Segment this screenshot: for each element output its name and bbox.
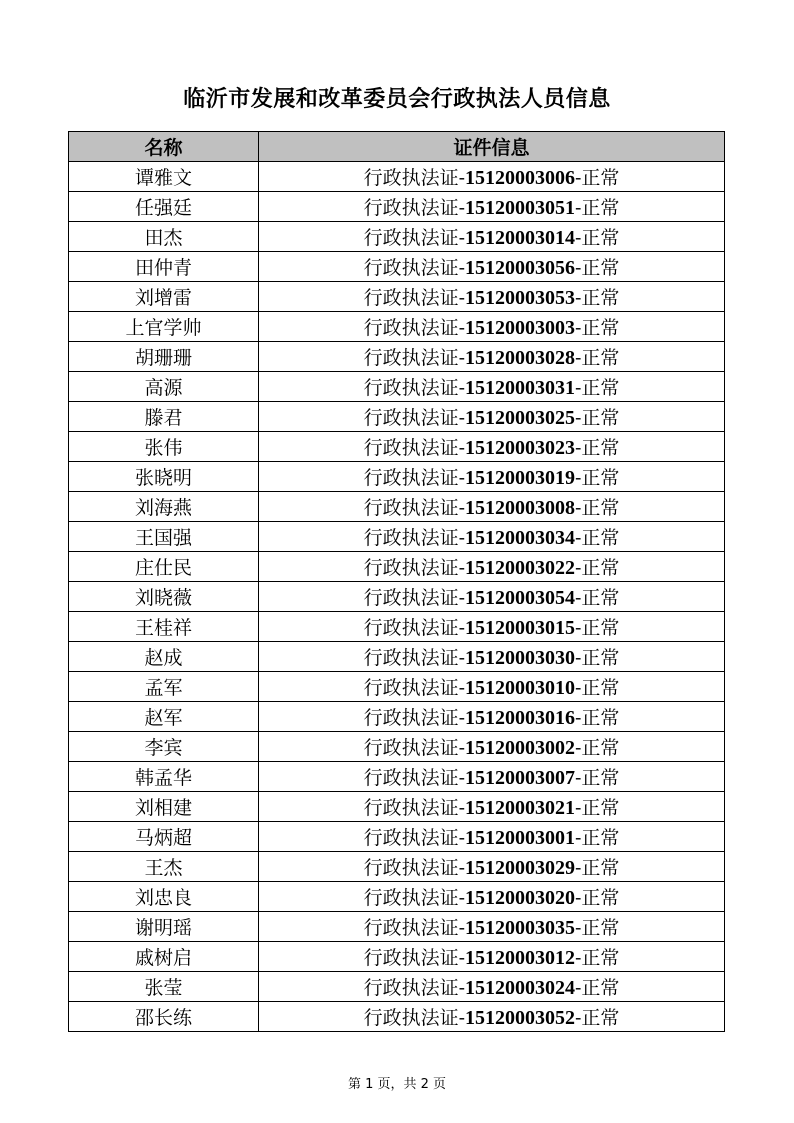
cell-certificate [259,702,725,732]
certificate-status: -正常 [575,587,620,609]
certificate-number: 15120003054 [465,587,575,609]
cell-name: 李宾 [69,732,259,762]
staff-table [68,131,725,1032]
cell-certificate [259,672,725,702]
cell-certificate [259,552,725,582]
certificate-number: 15120003012 [465,947,575,969]
certificate-type: 行政执法证- [363,557,465,579]
cell-name: 谭雅文 [69,162,259,192]
certificate-status: -正常 [575,767,620,789]
certificate-type: 行政执法证- [363,767,465,789]
cell-certificate [259,522,725,552]
table-row [69,972,725,1002]
table-row [69,402,725,432]
cell-name: 张莹 [69,972,259,1002]
cell-name: 谢明瑶 [69,912,259,942]
certificate-number: 15120003020 [465,887,575,909]
certificate-status: -正常 [575,977,620,999]
cell-certificate [259,492,725,522]
table-row [69,222,725,252]
cell-name: 马炳超 [69,822,259,852]
cell-name: 田仲青 [69,252,259,282]
cell-certificate [259,342,725,372]
certificate-type: 行政执法证- [363,857,465,879]
table-row [69,342,725,372]
certificate-number: 15120003023 [465,437,575,459]
cell-name: 刘忠良 [69,882,259,912]
cell-name: 赵成 [69,642,259,672]
table-row [69,672,725,702]
certificate-status: -正常 [575,917,620,939]
certificate-number: 15120003051 [465,197,575,219]
table-row [69,522,725,552]
certificate-status: -正常 [575,347,620,369]
certificate-number: 15120003001 [465,827,575,849]
certificate-number: 15120003015 [465,617,575,639]
certificate-status: -正常 [575,527,620,549]
certificate-type: 行政执法证- [363,347,465,369]
certificate-type: 行政执法证- [363,617,465,639]
cell-name: 刘增雷 [69,282,259,312]
cell-certificate [259,192,725,222]
cell-name: 上官学帅 [69,312,259,342]
page-title: 临沂市发展和改革委员会行政执法人员信息 [183,87,611,112]
cell-certificate [259,462,725,492]
cell-name: 王桂祥 [69,612,259,642]
certificate-number: 15120003002 [465,737,575,759]
cell-name: 韩孟华 [69,762,259,792]
certificate-number: 15120003052 [465,1007,575,1029]
table-row [69,612,725,642]
certificate-status: -正常 [575,857,620,879]
certificate-type: 行政执法证- [363,497,465,519]
certificate-status: -正常 [575,617,620,639]
table-row [69,1002,725,1032]
cell-name: 高源 [69,372,259,402]
cell-certificate [259,942,725,972]
certificate-status: -正常 [575,557,620,579]
cell-certificate [259,972,725,1002]
cell-name: 赵军 [69,702,259,732]
certificate-number: 15120003025 [465,407,575,429]
certificate-status: -正常 [575,677,620,699]
certificate-type: 行政执法证- [363,317,465,339]
certificate-type: 行政执法证- [363,1007,465,1029]
cell-certificate [259,852,725,882]
certificate-status: -正常 [575,467,620,489]
cell-name: 庄仕民 [69,552,259,582]
cell-certificate [259,312,725,342]
certificate-status: -正常 [575,407,620,429]
cell-certificate [259,882,725,912]
certificate-type: 行政执法证- [363,227,465,249]
certificate-status: -正常 [575,287,620,309]
cell-certificate [259,222,725,252]
certificate-number: 15120003007 [465,767,575,789]
table-row [69,822,725,852]
cell-name: 胡珊珊 [69,342,259,372]
certificate-type: 行政执法证- [363,467,465,489]
certificate-type: 行政执法证- [363,437,465,459]
cell-certificate [259,162,725,192]
cell-certificate [259,252,725,282]
certificate-status: -正常 [575,377,620,399]
table-row [69,282,725,312]
table-row [69,882,725,912]
certificate-number: 15120003010 [465,677,575,699]
cell-certificate [259,792,725,822]
certificate-number: 15120003014 [465,227,575,249]
certificate-type: 行政执法证- [363,977,465,999]
cell-name: 张晓明 [69,462,259,492]
certificate-type: 行政执法证- [363,197,465,219]
cell-name: 王国强 [69,522,259,552]
cell-name: 刘相建 [69,792,259,822]
certificate-type: 行政执法证- [363,887,465,909]
table-row [69,192,725,222]
table-row [69,942,725,972]
certificate-number: 15120003031 [465,377,575,399]
certificate-type: 行政执法证- [363,527,465,549]
table-row [69,732,725,762]
certificate-type: 行政执法证- [363,587,465,609]
cell-name: 邵长练 [69,1002,259,1032]
certificate-type: 行政执法证- [363,407,465,429]
certificate-status: -正常 [575,497,620,519]
certificate-status: -正常 [575,707,620,729]
certificate-type: 行政执法证- [363,377,465,399]
certificate-type: 行政执法证- [363,257,465,279]
table-row [69,702,725,732]
page-footer: 第 1 页，共 2 页 [347,1077,447,1092]
table-row [69,492,725,522]
cell-certificate [259,282,725,312]
certificate-status: -正常 [575,1007,620,1029]
certificate-status: -正常 [575,947,620,969]
certificate-status: -正常 [575,737,620,759]
table-row [69,162,725,192]
cell-certificate [259,732,725,762]
cell-name: 张伟 [69,432,259,462]
column-header-name: 名称 [69,132,259,162]
certificate-status: -正常 [575,167,620,189]
certificate-number: 15120003028 [465,347,575,369]
table-body [69,162,725,1032]
cell-certificate [259,432,725,462]
cell-name: 戚树启 [69,942,259,972]
certificate-type: 行政执法证- [363,917,465,939]
certificate-number: 15120003016 [465,707,575,729]
table-row [69,312,725,342]
certificate-type: 行政执法证- [363,707,465,729]
cell-certificate [259,582,725,612]
table-row [69,462,725,492]
table-row [69,642,725,672]
table-row [69,792,725,822]
table-row [69,852,725,882]
certificate-type: 行政执法证- [363,167,465,189]
cell-name: 田杰 [69,222,259,252]
table-row [69,372,725,402]
cell-certificate [259,402,725,432]
certificate-number: 15120003022 [465,557,575,579]
cell-certificate [259,822,725,852]
certificate-number: 15120003006 [465,167,575,189]
certificate-type: 行政执法证- [363,947,465,969]
column-header-certificate: 证件信息 [259,132,725,162]
certificate-type: 行政执法证- [363,287,465,309]
certificate-type: 行政执法证- [363,737,465,759]
table-row [69,552,725,582]
cell-certificate [259,912,725,942]
certificate-status: -正常 [575,257,620,279]
cell-name: 刘晓薇 [69,582,259,612]
cell-certificate [259,762,725,792]
certificate-status: -正常 [575,197,620,219]
certificate-number: 15120003003 [465,317,575,339]
certificate-number: 15120003019 [465,467,575,489]
certificate-type: 行政执法证- [363,797,465,819]
cell-certificate [259,372,725,402]
certificate-status: -正常 [575,647,620,669]
certificate-number: 15120003029 [465,857,575,879]
table-row [69,582,725,612]
certificate-number: 15120003024 [465,977,575,999]
cell-name: 孟军 [69,672,259,702]
certificate-status: -正常 [575,227,620,249]
cell-name: 滕君 [69,402,259,432]
cell-name: 刘海燕 [69,492,259,522]
certificate-number: 15120003030 [465,647,575,669]
certificate-status: -正常 [575,887,620,909]
certificate-status: -正常 [575,317,620,339]
certificate-number: 15120003021 [465,797,575,819]
certificate-number: 15120003008 [465,497,575,519]
certificate-type: 行政执法证- [363,647,465,669]
certificate-status: -正常 [575,827,620,849]
certificate-number: 15120003056 [465,257,575,279]
certificate-number: 15120003034 [465,527,575,549]
cell-name: 王杰 [69,852,259,882]
certificate-number: 15120003053 [465,287,575,309]
cell-certificate [259,1002,725,1032]
certificate-type: 行政执法证- [363,677,465,699]
table-row [69,762,725,792]
certificate-status: -正常 [575,437,620,459]
cell-certificate [259,612,725,642]
certificate-type: 行政执法证- [363,827,465,849]
certificate-status: -正常 [575,797,620,819]
certificate-number: 15120003035 [465,917,575,939]
table-row [69,432,725,462]
table-row [69,912,725,942]
cell-name: 任强廷 [69,192,259,222]
table-row [69,252,725,282]
cell-certificate [259,642,725,672]
table-header-row [69,132,725,162]
